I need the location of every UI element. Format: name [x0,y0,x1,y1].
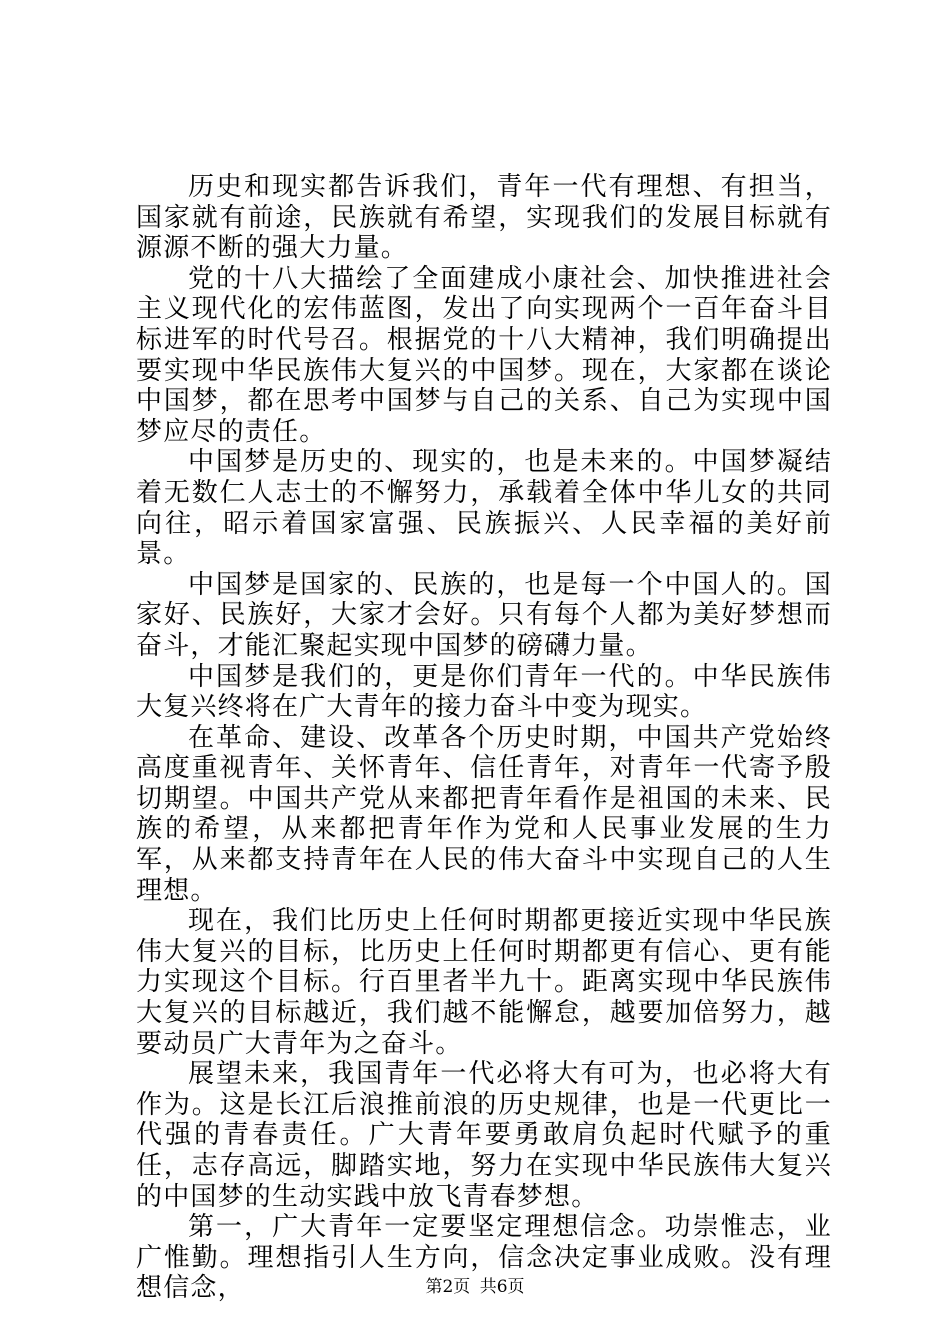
paragraph: 中国梦是我们的，更是你们青年一代的。中华民族伟大复兴终将在广大青年的接力奋斗中变为现实。 [136,661,832,723]
document-body [136,172,832,1304]
page-number: 第2页 [425,1277,471,1297]
paragraph: 展望未来，我国青年一代必将大有可为，也必将大有作为。这是长江后浪推前浪的历史规律，也是一代更比一代强的青春责任。广大青年要勇敢肩负起时代赋予的重任，志存高远，脚踏实地，努力在实现中华民族伟大复兴的中国梦的生动实践中放飞青春梦想。 [136,1059,832,1212]
paragraph: 历史和现实都告诉我们，青年一代有理想、有担当，国家就有前途，民族就有希望，实现我们的发展目标就有源源不断的强大力量。 [136,172,832,264]
paragraph: 第一，广大青年一定要坚定理想信念。功崇惟志，业广惟勤。理想指引人生方向，信念决定事业成败。没有理想信念， [136,1212,832,1304]
paragraph: 党的十八大描绘了全面建成小康社会、加快推进社会主义现代化的宏伟蓝图，发出了向实现两个一百年奋斗目标进军的时代号召。根据党的十八大精神，我们明确提出要实现中华民族伟大复兴的中国梦。现在，大家都在谈论中国梦，都在思考中国梦与自己的关系、自己为实现中国梦应尽的责任。 [136,263,832,447]
paragraph: 中国梦是国家的、民族的，也是每一个中国人的。国家好、民族好，大家才会好。只有每个人都为美好梦想而奋斗，才能汇聚起实现中国梦的磅礴力量。 [136,569,832,661]
page-footer [0,1272,950,1297]
paragraph: 在革命、建设、改革各个历史时期，中国共产党始终高度重视青年、关怀青年、信任青年，对青年一代寄予殷切期望。中国共产党从来都把青年看作是祖国的未来、民族的希望，从来都把青年作为党和人民事业发展的生力军，从来都支持青年在人民的伟大奋斗中实现自己的人生理想。 [136,722,832,906]
paragraph: 现在，我们比历史上任何时期都更接近实现中华民族伟大复兴的目标，比历史上任何时期都更有信心、更有能力实现这个目标。行百里者半九十。距离实现中华民族伟大复兴的目标越近，我们越不能懈怠，越要加倍努力，越要动员广大青年为之奋斗。 [136,906,832,1059]
paragraph: 中国梦是历史的、现实的，也是未来的。中国梦凝结着无数仁人志士的不懈努力，承载着全体中华儿女的共同向往，昭示着国家富强、民族振兴、人民幸福的美好前景。 [136,447,832,570]
page-total: 共6页 [479,1277,525,1297]
